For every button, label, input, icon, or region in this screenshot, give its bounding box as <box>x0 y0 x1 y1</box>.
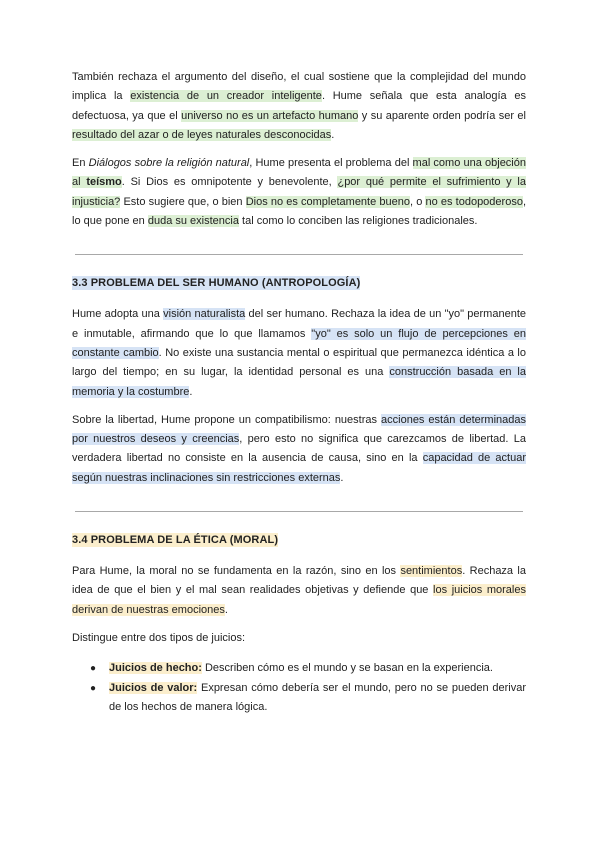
text: . <box>189 385 193 398</box>
text: del ser humano. Rechaza la idea de un "yo" permanente e inmutable, afirmando que lo que llamamos <box>72 308 526 340</box>
bullet-icon: ● <box>90 682 97 694</box>
list-item <box>72 659 526 678</box>
paragraph-moral-sentiments <box>72 562 526 620</box>
highlight: los juicios morales derivan de nuestras emociones <box>72 584 526 616</box>
text: , Hume presenta el problema del <box>249 157 413 170</box>
paragraph-problem-of-evil <box>72 154 526 231</box>
text: En <box>72 157 89 170</box>
text: . No existe una sustancia mental o espiritual que permanezca idéntica a lo largo del tiempo; en su lugar, la identidad personal es una <box>72 346 526 379</box>
list-item <box>72 679 526 718</box>
highlight: no es todopoderoso <box>425 195 523 208</box>
text: tal como lo conciben las religiones tradicionales. <box>238 215 478 228</box>
paragraph-design-argument <box>72 68 526 145</box>
text: . Si Dios es omnipotente y benevolente, <box>121 176 338 189</box>
highlight-bold: teísmo <box>86 176 122 189</box>
term: Juicios de valor: <box>109 681 198 694</box>
book-title: Diálogos sobre la religión natural <box>88 157 250 170</box>
highlight: Dios no es completamente bueno <box>245 195 410 208</box>
heading-text: 3.4 PROBLEMA DE LA ÉTICA (MORAL) <box>72 534 279 547</box>
highlight: capacidad de actuar según nuestras inclinaciones sin restricciones externas <box>72 452 527 484</box>
highlight: duda su existencia <box>147 215 239 228</box>
section-heading-ethics <box>72 534 526 546</box>
text: . Hume señala que esta analogía es defectuosa, ya que el <box>72 90 527 122</box>
text: Expresan cómo debería ser el mundo, pero no se pueden derivar de los hechos de manera lógica. <box>109 681 526 713</box>
highlight: existencia de un creador inteligente <box>130 90 322 103</box>
highlight: "yo" es solo un flujo de percepciones en constante cambio <box>72 327 527 359</box>
bullet-icon: ● <box>90 663 97 675</box>
term: Juicios de hecho: <box>109 662 202 675</box>
text: Hume adopta una <box>72 308 164 321</box>
highlight: sentimientos <box>400 565 463 578</box>
text: Describen cómo es el mundo y se basan en la experiencia. <box>201 662 493 675</box>
paragraph-naturalist-view <box>72 305 526 401</box>
text: . <box>340 471 344 484</box>
highlight: ¿por qué permite el sufrimiento y la injusticia? <box>72 176 526 208</box>
text: Para Hume, la moral no se fundamenta en la razón, sino en los <box>72 565 401 578</box>
heading-text: 3.3 PROBLEMA DEL SER HUMANO (ANTROPOLOGÍA) <box>72 277 361 290</box>
highlight: resultado del azar o de leyes naturales desconocidas <box>72 128 332 141</box>
paragraph-freedom <box>72 411 526 488</box>
text: También rechaza el argumento del diseño, el cual sostiene que la complejidad del mundo implica la <box>72 71 526 103</box>
text: , lo que pone en <box>72 195 526 228</box>
text: . Rechaza la idea de que el bien y el mal sean realidades objetivas y defiende que <box>72 565 526 597</box>
paragraph-judgment-types: Distingue entre dos tipos de juicios: <box>72 631 246 644</box>
judgment-list <box>72 659 526 717</box>
text: . <box>224 603 228 616</box>
text: , pero esto no significa que carezcamos de libertad. La verdadera libertad no consiste en la ausencia de causa, sino en la <box>72 433 526 465</box>
text: . <box>331 128 335 141</box>
highlight: visión naturalista <box>163 308 246 321</box>
highlight: acciones están determinadas por nuestros deseos y creencias <box>72 413 526 446</box>
highlight: mal como una objeción al <box>72 157 526 189</box>
text: Sobre la libertad, Hume propone un compatibilismo: nuestras <box>72 413 382 426</box>
text: , o <box>409 195 426 208</box>
highlight: universo no es un artefacto humano <box>181 109 359 122</box>
text: y su aparente orden podría ser el <box>358 109 526 122</box>
text: Esto sugiere que, o bien <box>120 195 246 208</box>
section-heading-anthropology <box>72 277 526 289</box>
highlight: construcción basada en la memoria y la costumbre <box>72 366 526 398</box>
